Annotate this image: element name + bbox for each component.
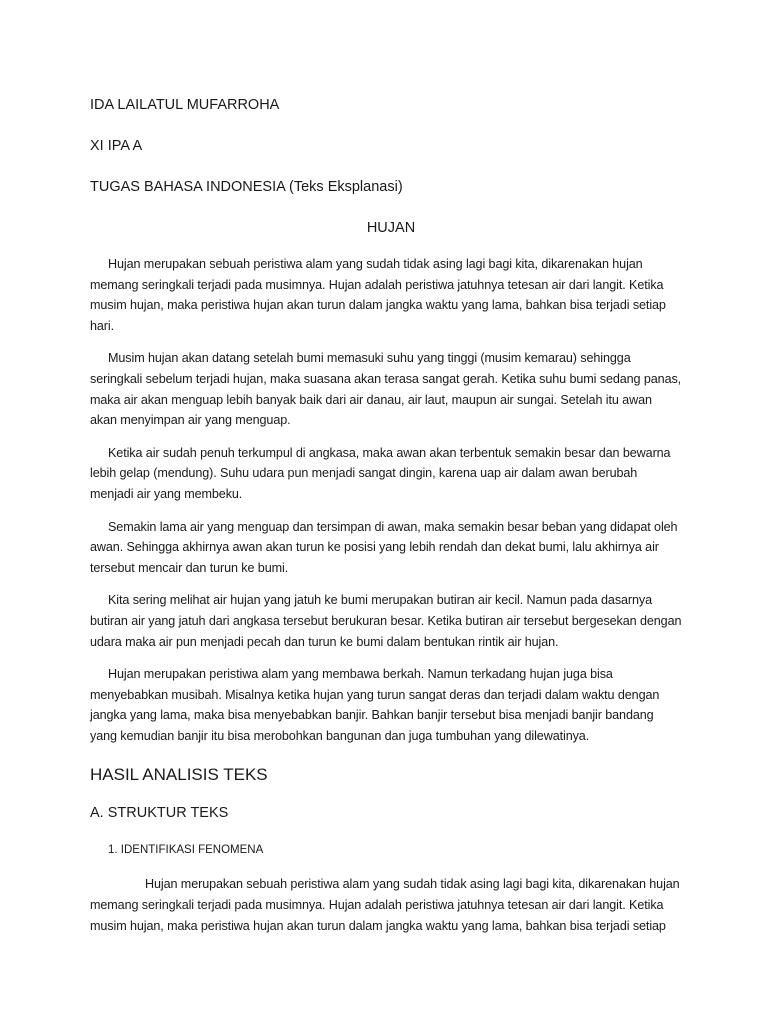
phenomenon-heading: 1. IDENTIFIKASI FENOMENA xyxy=(108,844,264,857)
paragraph-3: Ketika air sudah penuh terkumpul di angkasa, maka awan akan terbentuk semakin besar dan bewarna lebih gelap (mendung). Suhu udara pun menjadi sangat dingin, karena uap air dalam awan berubah menjadi air yang membeku. xyxy=(90,445,671,501)
structure-heading: A. STRUKTUR TEKS xyxy=(90,805,229,822)
document-page xyxy=(90,96,682,936)
document-title: HUJAN xyxy=(366,220,416,236)
paragraph-1: Hujan merupakan sebuah peristiwa alam yang sudah tidak asing lagi bagi kita, dikarenakan hujan memang seringkali terjadi pada musimnya. Hujan adalah peristiwa jatuhnya tetesan air dari langit. Ketika musim hujan, maka peristiwa hujan akan turun dalam jangka waktu yang lama, bahkan bisa terjadi setiap hari. xyxy=(90,257,666,333)
analysis-heading: HASIL ANALISIS TEKS xyxy=(90,765,268,785)
author-name: IDA LAILATUL MUFARROHA xyxy=(90,97,280,113)
paragraph-5: Kita sering melihat air hujan yang jatuh ke bumi merupakan butiran air kecil. Namun pada dasarnya butiran air yang jatuh dari angkasa tersebut berukuran besar. Ketika butiran air tersebut bergesekan dengan udara maka air pun menjadi pecah dan turun ke bumi dalam bentukan rintik air hujan. xyxy=(90,593,682,649)
paragraph-4: Semakin lama air yang menguap dan tersimpan di awan, maka semakin besar beban yang didapat oleh awan. Sehingga akhirnya awan akan turun ke posisi yang lebih rendah dan dekat bumi, lalu akhirnya air tersebut mencair dan turun ke bumi. xyxy=(90,519,678,575)
paragraph-2: Musim hujan akan datang setelah bumi memasuki suhu yang tinggi (musim kemarau) sehingga seringkali sebelum terjadi hujan, maka suasana akan terasa sangat gerah. Ketika suhu bumi sedang panas, maka air akan menguap lebih banyak baik dari air danau, air laut, maupun air sungai. Setelah itu awan akan menyimpan air yang menguap. xyxy=(90,351,682,428)
class-label: XI IPA A xyxy=(90,138,143,154)
paragraph-6: Hujan merupakan peristiwa alam yang membawa berkah. Namun terkadang hujan juga bisa menyebabkan musibah. Misalnya ketika hujan yang turun sangat deras dan terjadi dalam waktu dengan jangka yang lama, maka bisa menyebabkan banjir. Bahkan banjir tersebut bisa menjadi banjir bandang yang kemudian banjir itu bisa merobohkan bangunan dan juga tumbuhan yang dilewatinya. xyxy=(90,667,660,743)
assignment-label: TUGAS BAHASA INDONESIA (Teks Eksplanasi) xyxy=(90,179,403,195)
phenomenon-paragraph: Hujan merupakan sebuah peristiwa alam yang sudah tidak asing lagi bagi kita, dikarenakan hujan memang seringkali terjadi pada musimnya. Hujan adalah peristiwa jatuhnya tetesan air dari langit. Ketika musim hujan, maka peristiwa hujan akan turun dalam jangka waktu yang lama, bahkan bisa terjadi setiap xyxy=(90,877,680,933)
